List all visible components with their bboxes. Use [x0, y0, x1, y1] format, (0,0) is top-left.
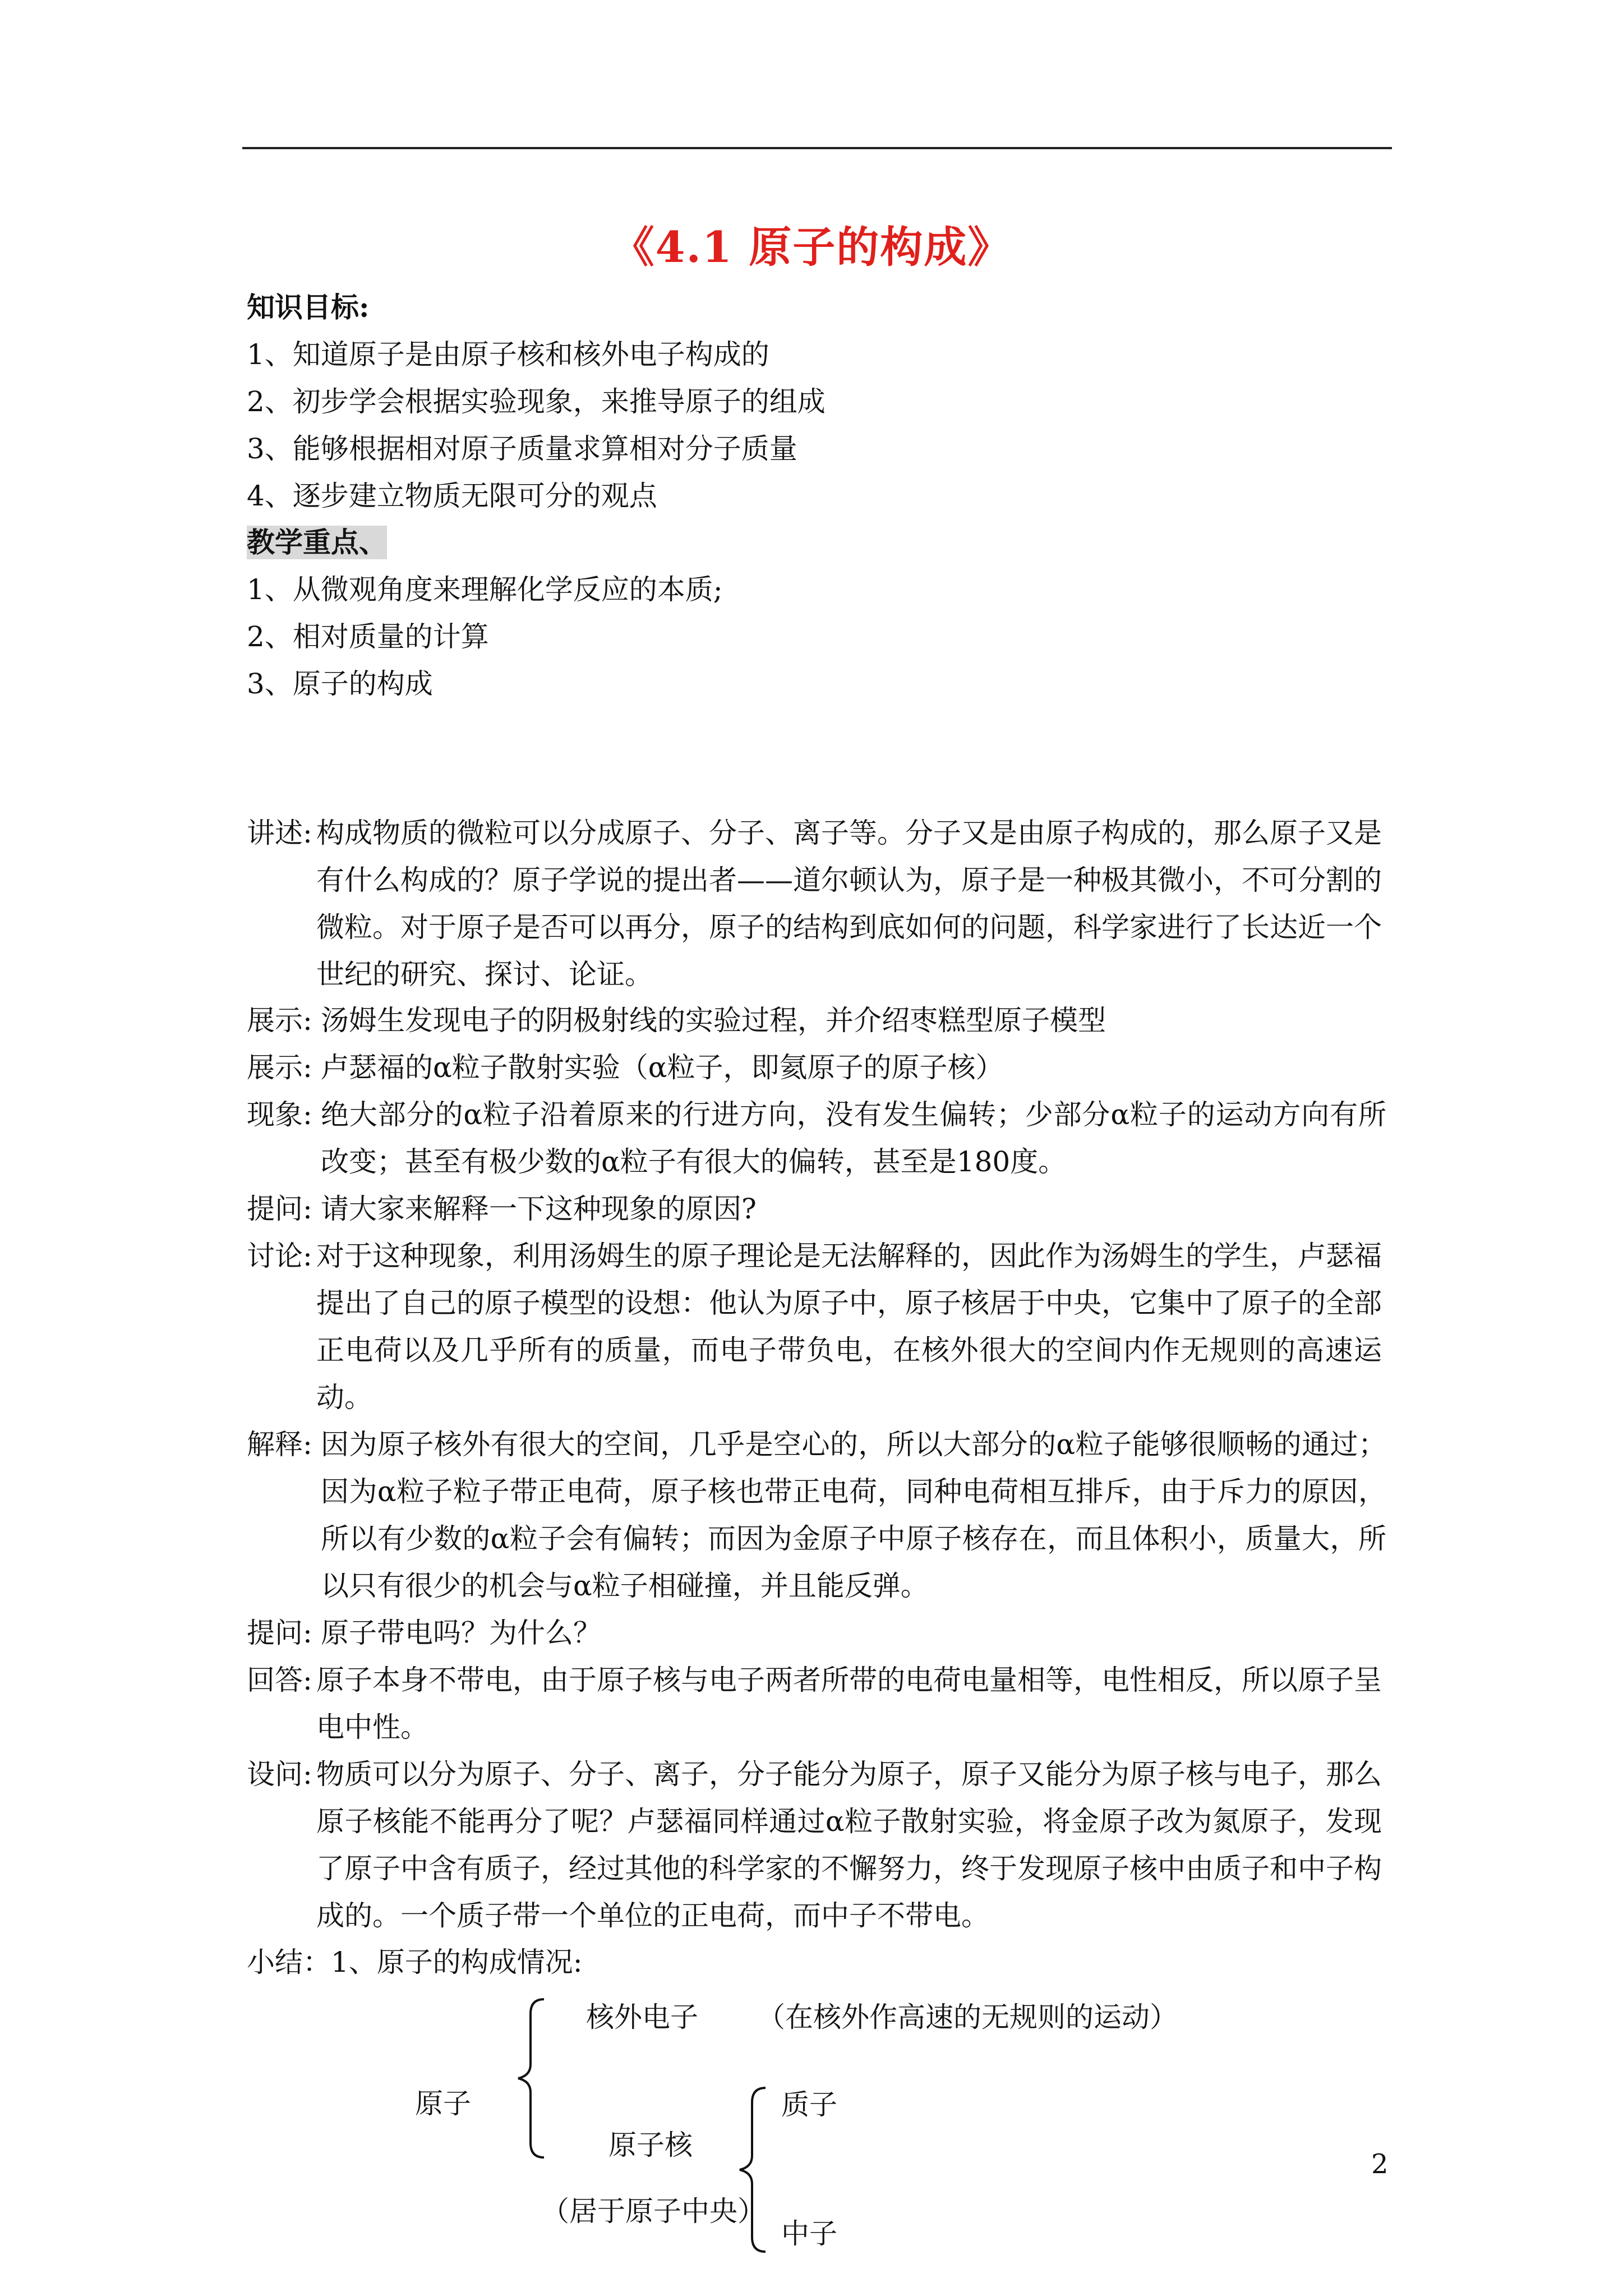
atom-brace — [510, 1997, 550, 2160]
paragraph-text: 卢瑟福的α粒子散射实验（α粒子，即氦原子的原子核） — [321, 1051, 1004, 1084]
paragraph-label: 提问: — [247, 1617, 312, 1649]
paragraph-label: 讨论: — [247, 1240, 312, 1272]
paragraph-label: 解释: — [247, 1428, 312, 1461]
nucleus-brace — [732, 2086, 771, 2254]
knowledge-heading: 知识目标: — [247, 291, 370, 324]
atom-label: 原子 — [415, 2087, 471, 2120]
document-title: 《4.1 原子的构成》 — [611, 222, 1012, 272]
paragraph-text: 原子带电吗？为什么？ — [321, 1617, 601, 1649]
keypoint-item: 1、从微观角度来理解化学反应的本质; — [247, 573, 723, 606]
page-number: 2 — [1371, 2148, 1389, 2180]
nucleus-label: 原子核 — [608, 2129, 693, 2161]
paragraph-label: 展示: — [247, 1004, 312, 1037]
paragraph-label: 展示: — [247, 1051, 312, 1084]
paragraph-text: 因为原子核外有很大的空间，几乎是空心的，所以大部分的α粒子能够很顺畅的通过；因为α粒子粒子带正电荷，原子核也带正电荷，同种电荷相互排斥，由于斥力的原因，所以有少数的α粒子会有偏转；而因为金原子中原子核存在，而且体积小，质量大，所以只有很少的机会与α粒子相碰撞，并且能反弹。 — [321, 1428, 1386, 1602]
paragraph-text: 物质可以分为原子、分子、离子，分子能分为原子，原子又能分为原子核与电子，那么原子核能不能再分了呢？卢瑟福同样通过α粒子散射实验，将金原子改为氮原子，发现了原子中含有质子，经过其他的科学家的不懈努力，终于发现原子核中由质子和中子构成的。一个质子带一个单位的正电荷，而中子不带电。 — [316, 1758, 1382, 1932]
paragraph-text: 对于这种现象，利用汤姆生的原子理论是无法解释的，因此作为汤姆生的学生，卢瑟福提出了自己的原子模型的设想：他认为原子中，原子核居于中央，它集中了原子的全部正电荷以及几乎所有的质量，而电子带负电，在核外很大的空间内作无规则的高速运动。 — [316, 1240, 1382, 1414]
knowledge-item: 4、逐步建立物质无限可分的观点 — [247, 480, 657, 512]
paragraph-label: 现象: — [247, 1098, 312, 1131]
paragraph-text: 原子本身不带电，由于原子核与电子两者所带的电荷电量相等，电性相反，所以原子呈电中性。 — [316, 1664, 1382, 1743]
nucleus-note: （居于原子中央） — [541, 2195, 766, 2228]
electrons-note: （在核外作高速的无规则的运动） — [757, 2001, 1178, 2033]
paragraph-label: 讲述: — [247, 817, 312, 849]
keypoint-item: 3、原子的构成 — [247, 668, 433, 700]
paragraph-text: 汤姆生发现电子的阴极射线的实验过程，并介绍枣糕型原子模型 — [321, 1004, 1106, 1037]
neutron-label: 中子 — [781, 2217, 837, 2250]
paragraph-text: 请大家来解释一下这种现象的原因? — [321, 1193, 757, 1225]
paragraph-text: 绝大部分的α粒子沿着原来的行进方向，没有发生偏转；少部分α粒子的运动方向有所改变；甚至有极少数的α粒子有很大的偏转，甚至是180度。 — [321, 1098, 1386, 1178]
header-rule — [242, 147, 1392, 149]
proton-label: 质子 — [781, 2088, 837, 2121]
electrons-label: 核外电子 — [586, 2001, 698, 2033]
keypoint-item: 2、相对质量的计算 — [247, 620, 489, 653]
knowledge-item: 2、初步学会根据实验现象，来推导原子的组成 — [247, 385, 826, 418]
knowledge-item: 3、能够根据相对原子质量求算相对分子质量 — [247, 432, 797, 465]
knowledge-item: 1、知道原子是由原子核和核外电子构成的 — [247, 338, 769, 371]
keypoints-heading: 教学重点、 — [247, 526, 387, 559]
paragraph-label: 提问: — [247, 1193, 312, 1225]
paragraph-text: 构成物质的微粒可以分成原子、分子、离子等。分子又是由原子构成的，那么原子又是有什么构成的？原子学说的提出者——道尔顿认为，原子是一种极其微小，不可分割的微粒。对于原子是否可以再分，原子的结构到底如何的问题，科学家进行了长达近一个世纪的研究、探讨、论证。 — [316, 817, 1382, 991]
paragraph-label: 回答: — [247, 1664, 312, 1696]
paragraph-label: 设问: — [247, 1758, 312, 1791]
summary-line: 小结：1、原子的构成情况: — [247, 1946, 583, 1978]
